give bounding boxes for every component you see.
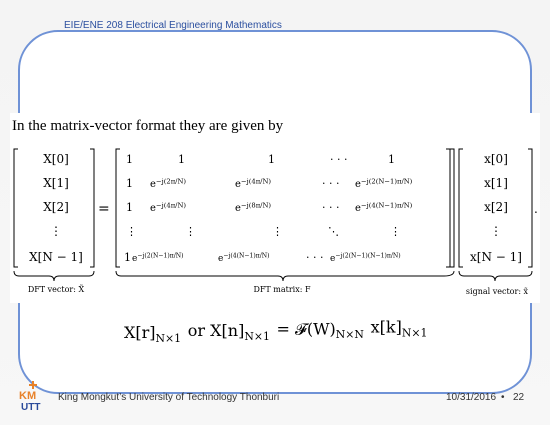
m-0-2: 1 xyxy=(268,153,275,166)
formula-text: $X[r]_{N\times 1}$ or $X[n]_{N\times 1}$ = $𝓕(W)_{N\times N}$ $x[k]_{N\times 1}$ xyxy=(124,317,428,345)
m-1-2: $e^{-j(4\pi/N)}$ xyxy=(235,177,272,190)
rhs-entry-4: x[N − 1] xyxy=(470,250,522,264)
m-2-1: $e^{-j(4\pi/N)}$ xyxy=(150,201,187,214)
svg-text:KM: KM xyxy=(19,390,37,402)
svg-text:UTT: UTT xyxy=(21,402,41,411)
m-0-0: 1 xyxy=(126,153,133,166)
m-0-4: 1 xyxy=(388,153,395,166)
rhs-entry-0: x[0] xyxy=(484,152,508,166)
dft-formula xyxy=(120,316,440,350)
rhs-entry-1: x[1] xyxy=(484,176,508,190)
m-2-4: $e^{-j(4(N-1)\pi/N)}$ xyxy=(355,201,413,214)
lhs-entry-3: ⋮ xyxy=(50,224,62,238)
underbraces xyxy=(14,271,532,281)
m-2-3: · · · xyxy=(322,201,340,214)
m-3-3: ⋱ xyxy=(328,225,339,238)
footer-date: 10/31/2016 xyxy=(446,392,497,403)
m-3-4: ⋮ xyxy=(390,225,401,238)
m-0-3: · · · xyxy=(330,153,348,166)
m-3-1: ⋮ xyxy=(185,225,196,238)
m-1-4: $e^{-j(2(N-1)\pi/N)}$ xyxy=(355,177,413,190)
intro-text: In the matrix-vector format they are given by xyxy=(12,118,284,134)
dft-matrix-label: DFT matrix: F xyxy=(253,285,311,294)
m-1-0: 1 xyxy=(126,177,133,190)
matrix-equation xyxy=(10,145,540,300)
m-4-1: $e^{-j(2(N-1)\pi/N)}$ xyxy=(132,252,184,264)
kmutt-logo xyxy=(18,381,48,411)
rhs-entry-3: ⋮ xyxy=(490,224,502,238)
m-2-2: $e^{-j(8\pi/N)}$ xyxy=(235,201,272,214)
m-4-0: 1 xyxy=(124,251,131,264)
rhs-entry-2: x[2] xyxy=(484,200,508,214)
lhs-entry-4: X[N − 1] xyxy=(29,250,83,264)
m-3-2: ⋮ xyxy=(272,225,283,238)
m-4-2: $e^{-j(4(N-1)\pi/N)}$ xyxy=(218,252,270,264)
m-1-3: · · · xyxy=(322,177,340,190)
terminal-period: . xyxy=(534,202,538,216)
equals-sign: = xyxy=(98,201,110,217)
lhs-entry-0: X[0] xyxy=(43,152,69,166)
footer-university: King Mongkut’s University of Technology Thonburi xyxy=(58,392,280,403)
course-header: EIE/ENE 208 Electrical Engineering Mathematics xyxy=(64,20,282,31)
m-2-0: 1 xyxy=(126,201,133,214)
m-3-0: ⋮ xyxy=(126,225,137,238)
dft-vector-label: DFT vector: X̃ xyxy=(27,285,85,294)
m-4-3: · · · xyxy=(306,251,324,264)
lhs-entry-2: X[2] xyxy=(43,200,69,214)
m-4-4: $e^{-j(2(N-1)(N-1)\pi/N)}$ xyxy=(330,252,401,264)
lhs-entry-1: X[1] xyxy=(43,176,69,190)
m-0-1: 1 xyxy=(178,153,185,166)
footer-page-number: 22 xyxy=(513,392,525,403)
m-1-1: $e^{-j(2\pi/N)}$ xyxy=(150,177,187,190)
signal-vector-label: signal vector: x̃ xyxy=(465,287,529,296)
footer-separator: • xyxy=(501,392,505,403)
